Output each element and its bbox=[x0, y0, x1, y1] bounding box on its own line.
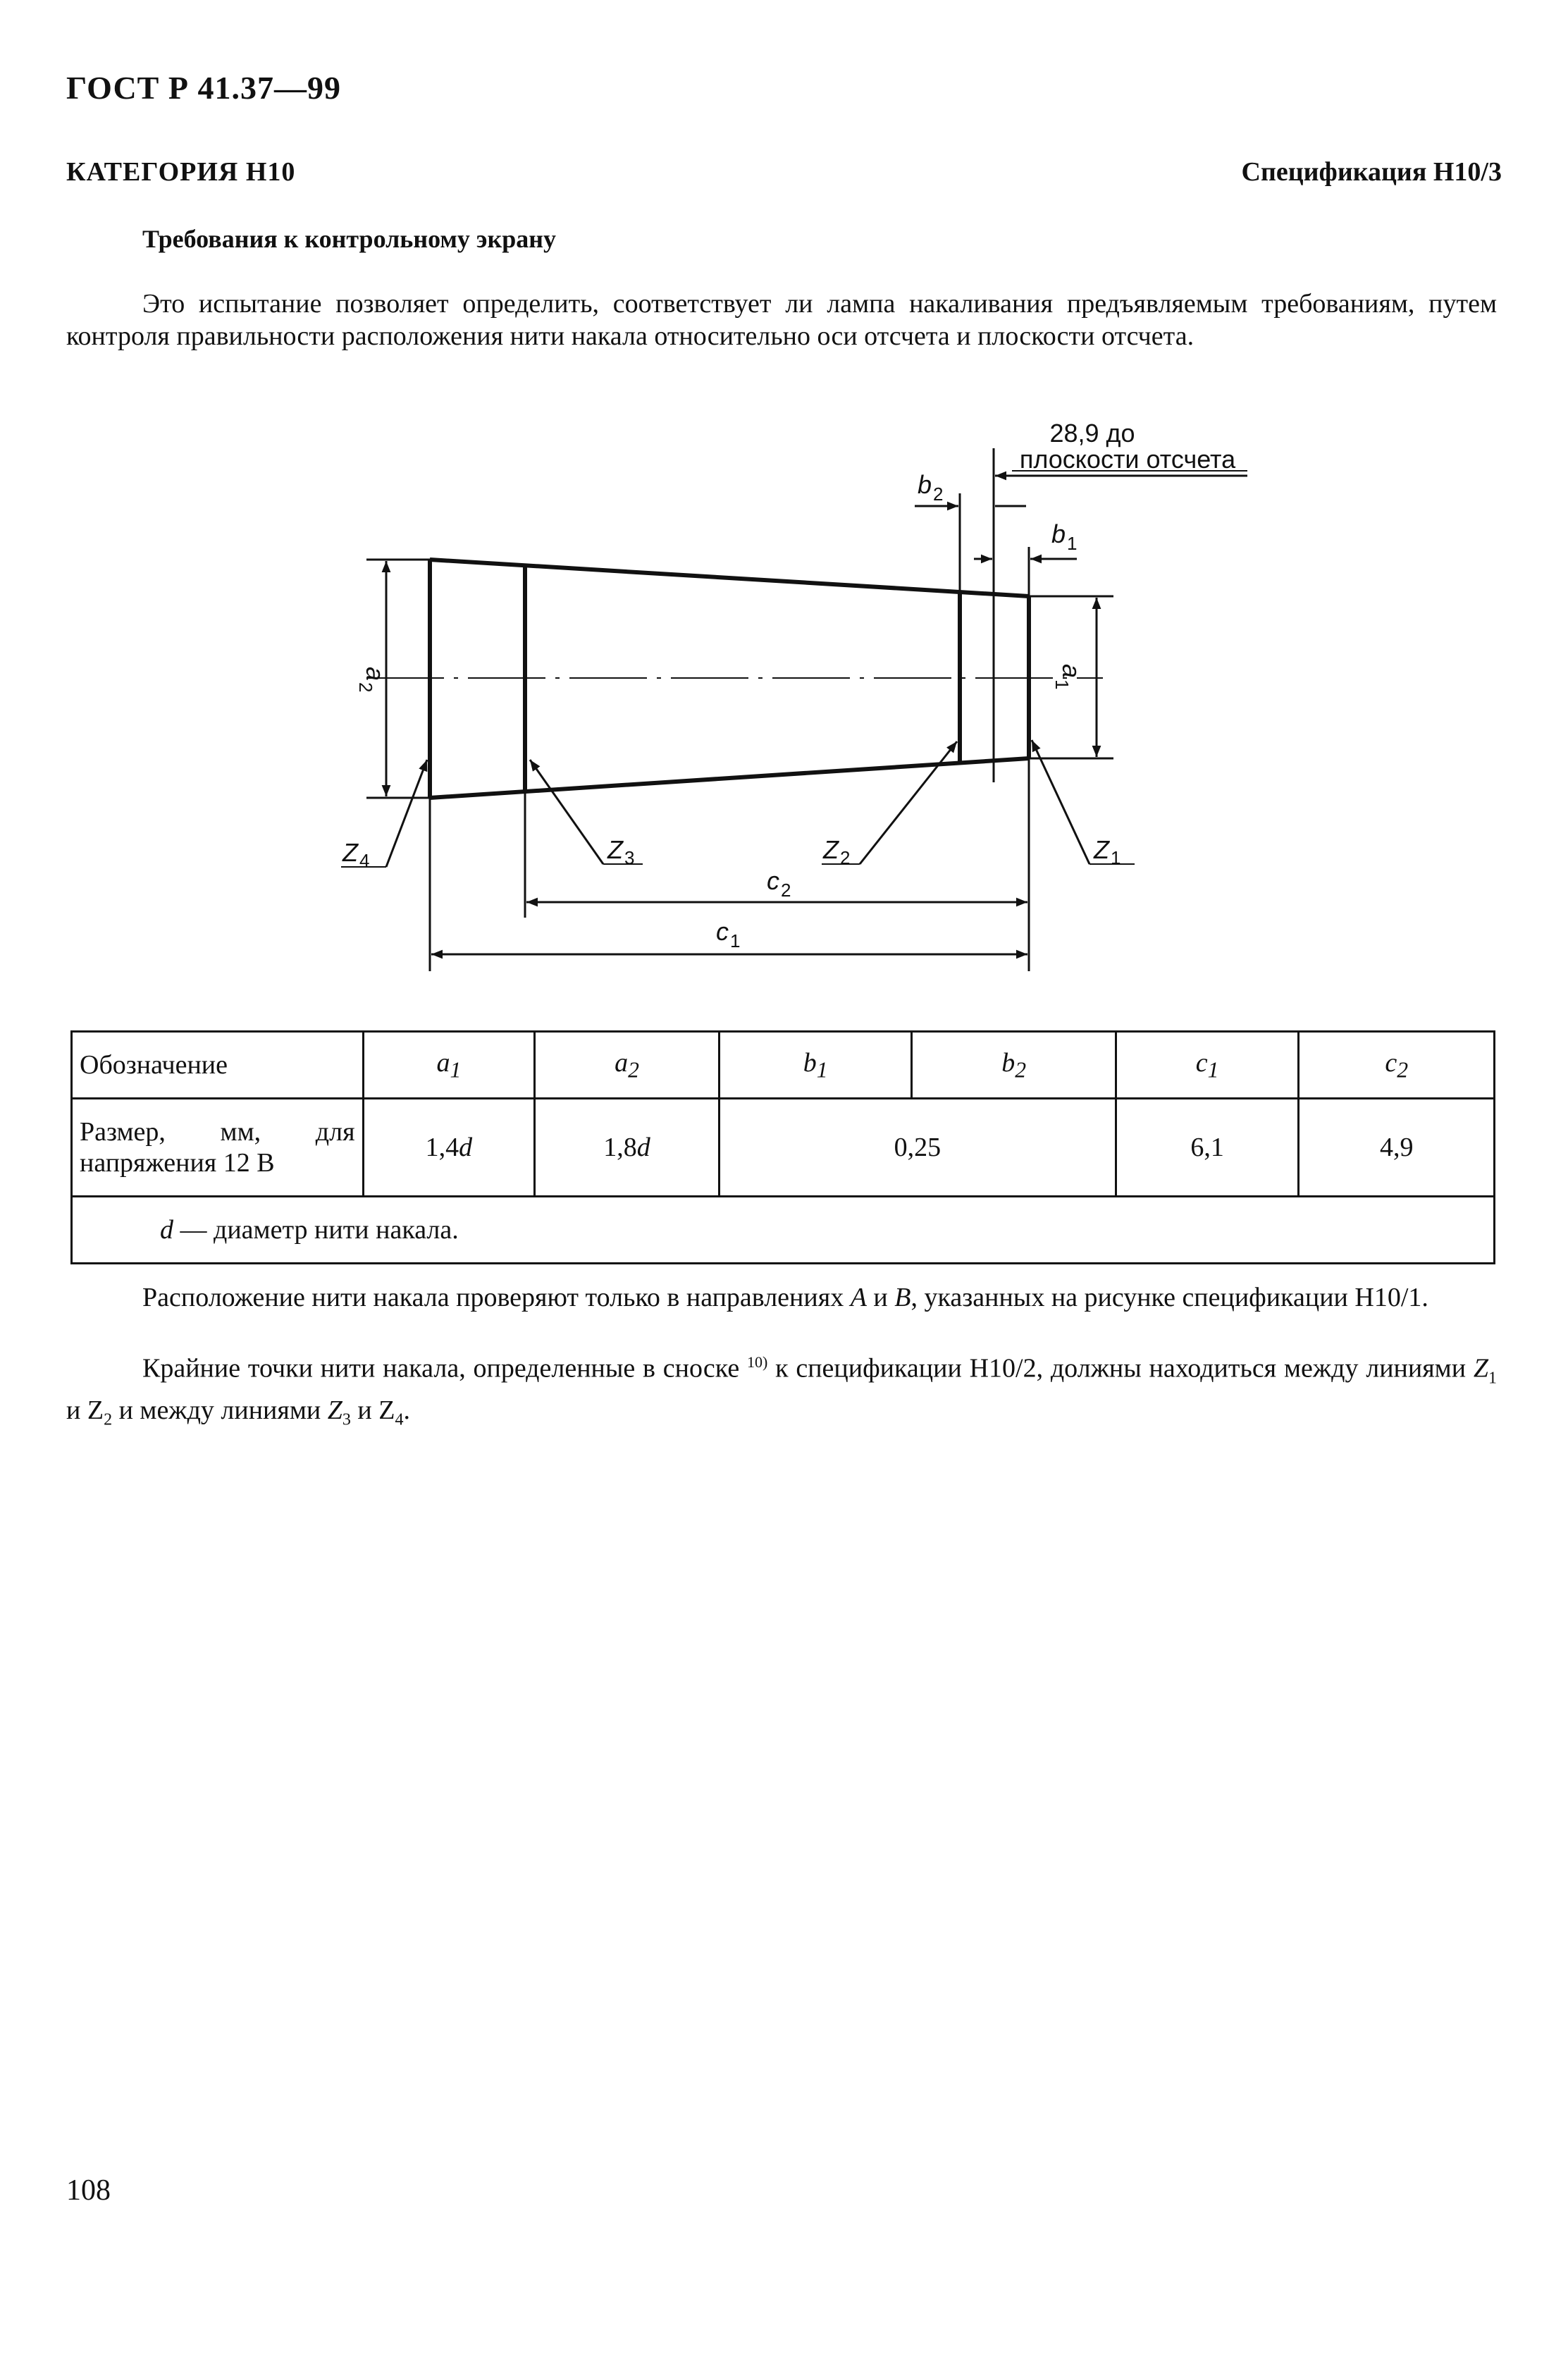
endpoints-text-d: и между линиями bbox=[112, 1395, 328, 1426]
z1-label bbox=[1093, 835, 1121, 868]
b2-label-text: b bbox=[918, 470, 932, 499]
direction-var-a: А bbox=[850, 1283, 867, 1312]
header-b2-sub: 2 bbox=[1015, 1057, 1027, 1083]
header-a2-sub: 2 bbox=[628, 1057, 639, 1083]
a1-label-sub: 1 bbox=[1051, 679, 1073, 690]
header-b2 bbox=[912, 1032, 1116, 1099]
endpoints-z3-sub: 3 bbox=[342, 1410, 351, 1429]
header-c1-text: c bbox=[1195, 1047, 1208, 1078]
z4-label bbox=[342, 838, 369, 871]
z1-leader bbox=[1032, 740, 1089, 864]
specification-title: Спецификация Н10/3 bbox=[1241, 157, 1502, 187]
endpoints-text-b: к спецификации Н10/2, должны находиться между линиями bbox=[767, 1353, 1474, 1384]
z3-label-sub: 3 bbox=[624, 847, 635, 868]
dimensions-table bbox=[70, 1030, 1495, 1264]
z4-label-sub: 4 bbox=[359, 850, 370, 871]
b2-label bbox=[918, 470, 943, 505]
endpoints-text-e: и bbox=[350, 1395, 379, 1426]
c1-label-sub: 1 bbox=[730, 930, 741, 951]
header-c2 bbox=[1299, 1032, 1495, 1099]
z2-label bbox=[822, 835, 850, 868]
category-title: КАТЕГОРИЯ Н10 bbox=[66, 157, 296, 187]
c2-label-text: c bbox=[767, 866, 779, 895]
z3-label bbox=[607, 835, 634, 868]
value-c2: 4,9 bbox=[1299, 1099, 1495, 1197]
b1-label-sub: 1 bbox=[1067, 533, 1078, 554]
header-b2-text: b bbox=[1001, 1047, 1016, 1078]
intro-paragraph-text: Это испытание позволяет определить, соответствует ли лампа накаливания предъявляемым требованиям, путем контроля правильности расположения нити накала относительно оси отсчета и плоскости отсчета. bbox=[66, 289, 1497, 351]
z3-label-text: Z bbox=[607, 835, 623, 864]
value-b: 0,25 bbox=[719, 1099, 1116, 1197]
value-a1-unit: d bbox=[459, 1133, 473, 1162]
intro-paragraph bbox=[66, 288, 1497, 352]
z1-label-sub: 1 bbox=[1111, 847, 1121, 868]
value-a1-number: 1,4 bbox=[425, 1133, 459, 1162]
outline-top-edge bbox=[430, 560, 1029, 596]
section-title: Требования к контрольному экрану bbox=[142, 225, 556, 253]
z4-label-text: Z bbox=[342, 838, 358, 867]
table-note-var: d bbox=[160, 1215, 173, 1245]
z2-label-sub: 2 bbox=[840, 847, 851, 868]
z4-leader bbox=[386, 760, 427, 867]
document-code: ГОСТ Р 41.37—99 bbox=[66, 70, 341, 106]
header-c2-text: c bbox=[1385, 1047, 1397, 1078]
a2-label-text: a bbox=[361, 667, 390, 682]
footnote-marker: 10) bbox=[746, 1353, 768, 1371]
endpoints-text-a: Крайние точки нити накала, определенные в сноске bbox=[142, 1353, 747, 1384]
value-a2-number: 1,8 bbox=[603, 1133, 637, 1162]
b2-label-sub: 2 bbox=[933, 483, 944, 505]
row-label-size bbox=[72, 1099, 364, 1197]
direction-var-b: В bbox=[894, 1283, 911, 1312]
table-note-row bbox=[72, 1197, 1495, 1264]
header-b1-text: b bbox=[803, 1047, 817, 1078]
direction-text-b: и bbox=[866, 1283, 895, 1312]
header-c1 bbox=[1116, 1032, 1299, 1099]
header-a1-sub: 1 bbox=[450, 1057, 462, 1083]
header-a2-text: a bbox=[615, 1047, 629, 1078]
a2-label-sub: 2 bbox=[355, 682, 376, 693]
endpoints-z2: Z bbox=[87, 1395, 104, 1426]
endpoints-paragraph bbox=[66, 1346, 1497, 1436]
a1-label bbox=[1051, 664, 1086, 689]
row-label-line2: напряжения 12 В bbox=[80, 1148, 275, 1178]
header-c2-sub: 2 bbox=[1397, 1057, 1409, 1083]
header-a1-text: a bbox=[436, 1047, 450, 1078]
header-a2 bbox=[535, 1032, 720, 1099]
z2-label-text: Z bbox=[823, 835, 839, 864]
table-header-row bbox=[72, 1032, 1495, 1099]
endpoints-z4-sub: 4 bbox=[395, 1410, 404, 1429]
value-a2-unit: d bbox=[636, 1133, 650, 1162]
c2-label-sub: 2 bbox=[781, 880, 791, 901]
outline-bottom-edge bbox=[430, 758, 1029, 798]
c2-label bbox=[767, 866, 791, 901]
b1-label bbox=[1051, 519, 1077, 554]
direction-paragraph bbox=[66, 1281, 1497, 1314]
endpoints-text-c: и bbox=[66, 1395, 87, 1426]
endpoints-z4: Z bbox=[378, 1395, 395, 1426]
endpoints-text-f: . bbox=[403, 1395, 410, 1426]
direction-text-c: , указанных на рисунке спецификации Н10/1. bbox=[910, 1283, 1428, 1312]
row-label-line1: Размер, мм, для bbox=[80, 1117, 355, 1147]
value-a2 bbox=[535, 1099, 720, 1197]
reference-label-line2: плоскости отсчета bbox=[1019, 445, 1236, 474]
a1-label-text: a bbox=[1057, 664, 1086, 679]
header-b1-sub: 1 bbox=[816, 1057, 828, 1083]
direction-text-a: Расположение нити накала проверяют только в направлениях bbox=[142, 1283, 851, 1312]
endpoints-z1: Z bbox=[1473, 1353, 1488, 1384]
z2-leader bbox=[860, 741, 957, 864]
header-b1 bbox=[719, 1032, 912, 1099]
page-number: 108 bbox=[66, 2174, 111, 2207]
c1-label-text: c bbox=[716, 917, 729, 946]
z3-leader bbox=[530, 760, 603, 864]
table-note bbox=[72, 1197, 1495, 1264]
header-designation: Обозначение bbox=[72, 1032, 364, 1099]
header-a1 bbox=[363, 1032, 535, 1099]
c1-label bbox=[716, 917, 740, 951]
endpoints-z1-sub: 1 bbox=[1488, 1369, 1497, 1388]
endpoints-z3: Z bbox=[327, 1395, 342, 1426]
endpoints-z2-sub: 2 bbox=[104, 1410, 113, 1429]
reference-label-line1: 28,9 до bbox=[1049, 419, 1135, 448]
value-c1: 6,1 bbox=[1116, 1099, 1299, 1197]
a2-label bbox=[355, 667, 390, 692]
b1-label-text: b bbox=[1051, 519, 1066, 548]
header-c1-sub: 1 bbox=[1207, 1057, 1219, 1083]
table-values-row bbox=[72, 1099, 1495, 1197]
z1-label-text: Z bbox=[1094, 835, 1109, 864]
value-a1 bbox=[363, 1099, 535, 1197]
table-note-text: — диаметр нити накала. bbox=[173, 1215, 459, 1245]
